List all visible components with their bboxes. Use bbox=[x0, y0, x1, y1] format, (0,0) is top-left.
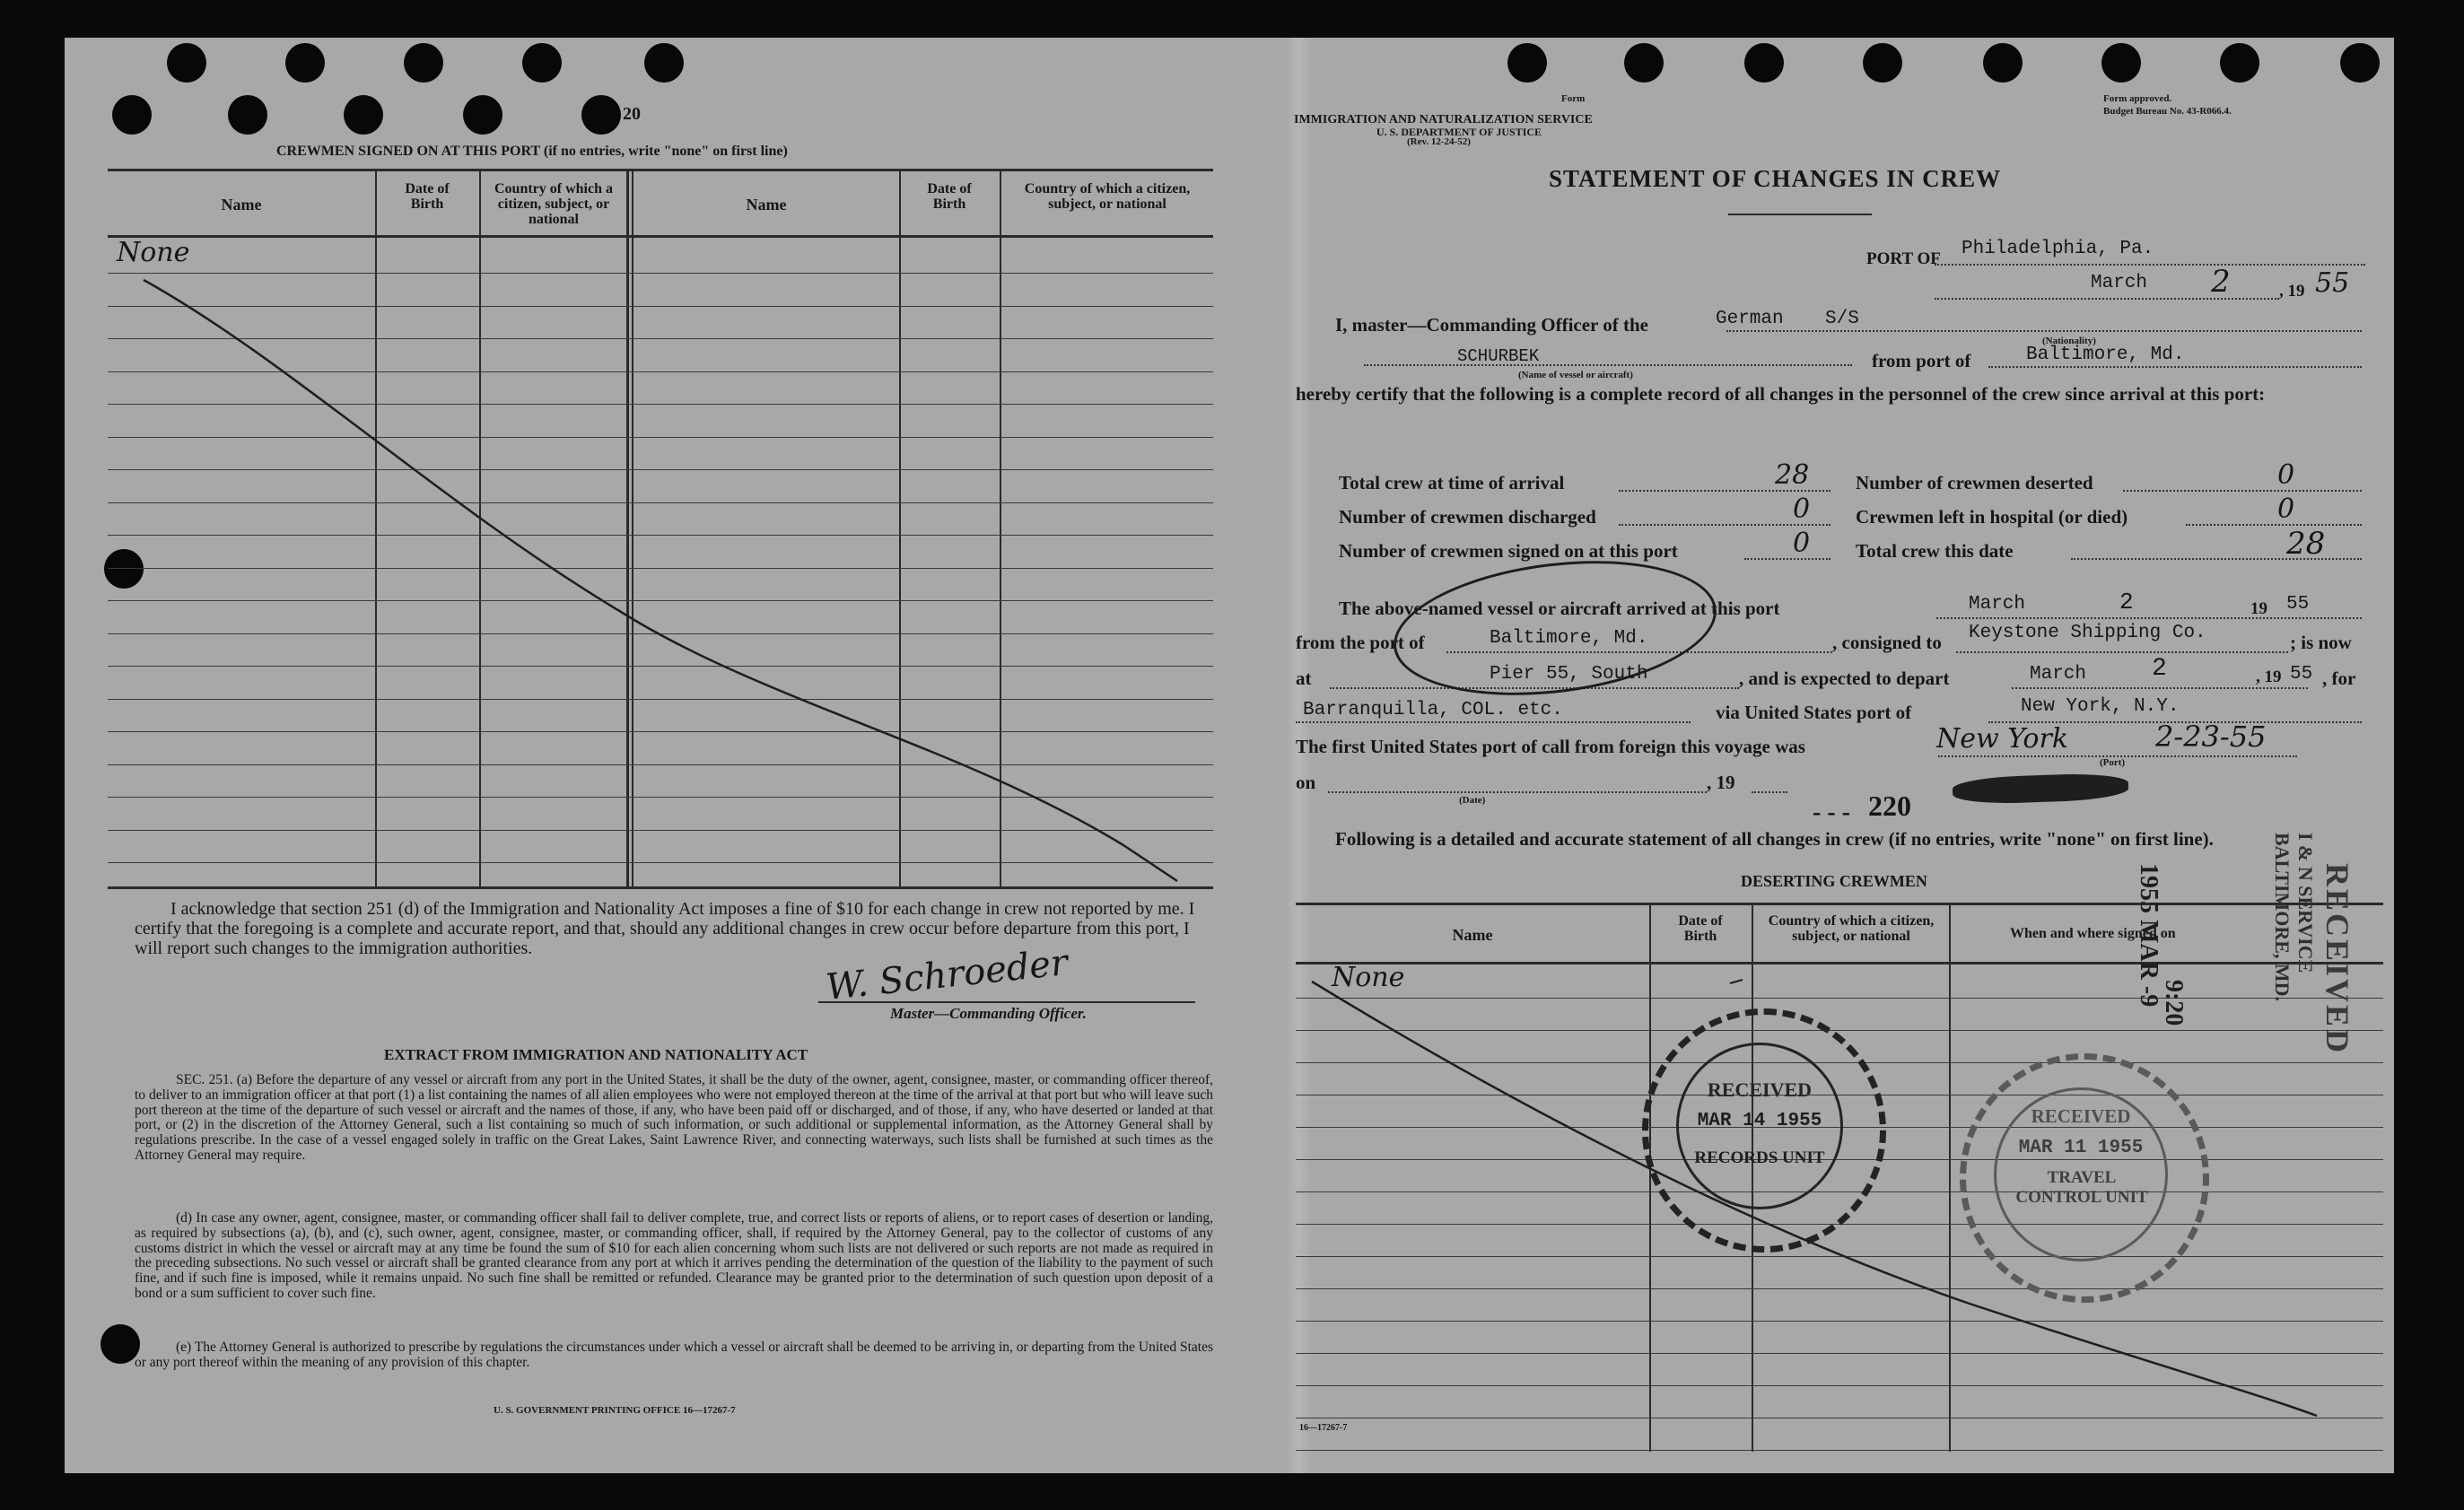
records-received: RECEIVED bbox=[1707, 1078, 1813, 1101]
hospital-value[interactable]: 0 bbox=[2277, 493, 2295, 525]
port-of-label: PORT OF bbox=[1866, 249, 1941, 268]
col-header-country: Country of which a citizen, subject, or national bbox=[1768, 913, 1935, 944]
consigned-label: , consigned to bbox=[1832, 632, 1942, 653]
date-month[interactable]: March bbox=[2091, 273, 2148, 293]
col-header-country: Country of which a citizen, subject, or national bbox=[494, 181, 613, 227]
form-revision: (Rev. 12-24-52) bbox=[1407, 136, 1471, 147]
master-label: I, master—Commanding Officer of the bbox=[1335, 314, 1648, 336]
printing-office-footer: U. S. GOVERNMENT PRINTING OFFICE 16—17267-7 bbox=[494, 1405, 736, 1416]
col-header-name: Name bbox=[221, 196, 262, 214]
signed-on-value[interactable]: 0 bbox=[1793, 528, 1811, 559]
discharged-value[interactable]: 0 bbox=[1793, 493, 1811, 525]
form-label: Form bbox=[1561, 93, 1586, 104]
date-year-prefix: , 19 bbox=[2279, 282, 2305, 301]
date-year[interactable]: 55 bbox=[2315, 267, 2350, 299]
signature-caption: Master—Commanding Officer. bbox=[890, 1005, 1087, 1022]
first-port-date[interactable]: 2-23-55 bbox=[2155, 720, 2267, 754]
on-year-prefix: , 19 bbox=[1707, 772, 1735, 793]
travel-received: RECEIVED bbox=[2031, 1105, 2131, 1127]
received-vertical-office: I & N SERVICE BALTIMORE, MD. bbox=[2271, 833, 2317, 1002]
certify-paragraph: hereby certify that the following is a complete record of all changes in the personnel of the crew since arrival at this port: bbox=[1296, 383, 2266, 405]
depart-year[interactable]: 55 bbox=[2290, 664, 2313, 685]
is-now-label: ; is now bbox=[2290, 632, 2352, 653]
col-header-dob: Date of Birth bbox=[405, 181, 450, 212]
col-header-name: Name bbox=[1452, 926, 1493, 944]
for-label: , for bbox=[2322, 668, 2356, 689]
port-caption: (Port) bbox=[2100, 757, 2126, 768]
vessel-nationality[interactable]: German bbox=[1716, 309, 1784, 329]
from-the-port-label: from the port of bbox=[1296, 632, 1425, 653]
extract-paragraph-d: (d) In case any owner, agent, consignee, master, or commanding officer shall fail to deliver complete, true, and correct lists or reports of aliens, or to report cases of desertion or landing, as required by subsections (a), (b), and (c), such owner, agent, consignee, master, or commanding officer, shall, if required by the Attorney General, pay to the collector of customs of any customs district in which the vessel or aircraft may at any time be found the sum of $10 for each alien concerning whom such lists are not delivered or such reports are not made as required in the preceding subsections. No such vessel or aircraft shall be granted clearance from any port at which it arrives pending the determination of the question of the liability to the payment of such fine, and if such fine is imposed, while it remains unpaid. No such fine shall be remitted or refunded. Clearance may be granted prior to the determination of such question upon deposit of a bond or a sum sufficient to cover such fine. bbox=[135, 1210, 1213, 1301]
page-title: STATEMENT OF CHANGES IN CREW bbox=[1549, 165, 2002, 192]
deserting-title: DESERTING CREWMEN bbox=[1741, 872, 1927, 890]
form-approved: Form approved. bbox=[2103, 93, 2172, 104]
code-number: 220 bbox=[1868, 790, 1911, 822]
depart-month[interactable]: March bbox=[2030, 664, 2087, 685]
arrival-day[interactable]: 2 bbox=[2119, 589, 2134, 615]
received-vertical-date: 1955 MAR -9 bbox=[2135, 863, 2163, 1008]
received-vertical-label: RECEIVED bbox=[2320, 863, 2355, 1056]
travel-date: MAR 11 1955 bbox=[2018, 1138, 2144, 1158]
extract-title: EXTRACT FROM IMMIGRATION AND NATIONALITY ACT bbox=[384, 1046, 808, 1063]
signed-on-label: Number of crewmen signed on at this port bbox=[1339, 540, 1678, 562]
arrival-year[interactable]: 55 bbox=[2286, 594, 2310, 615]
vessel-caption: (Name of vessel or aircraft) bbox=[1518, 370, 1633, 380]
col-header-dob: Date of Birth bbox=[1678, 913, 1723, 944]
hospital-label: Crewmen left in hospital (or died) bbox=[1856, 506, 2128, 528]
records-date: MAR 14 1955 bbox=[1697, 1111, 1822, 1131]
department-name: U. S. DEPARTMENT OF JUSTICE bbox=[1376, 126, 1542, 138]
col-header-dob: Date of Birth bbox=[927, 181, 972, 212]
form-code: 20 bbox=[623, 104, 641, 124]
master-signature[interactable]: W. Schroeder bbox=[824, 941, 1070, 1009]
port-of-value[interactable]: Philadelphia, Pa. bbox=[1962, 239, 2154, 259]
from-the-port-value[interactable]: Baltimore, Md. bbox=[1490, 628, 1648, 649]
extract-paragraph-a: SEC. 251. (a) Before the departure of any vessel or aircraft from any port in the United States, it shall be the duty of the owner, agent, consignee, master, or commanding officer thereof, to deliver to an immigration officer at that port (1) a list containing the names of all alien employees who were not employed thereon at the time of the arrival at that port but who will leave such port thereon at the time of the departure of such vessel or aircraft and the names of those, if any, who have been paid off or discharged, and of those, if any, who have deserted or landed at that port, or (2) in the discretion of the Attorney General, such a list containing so much of such information, or such additional or supplemental information, as the Attorney General shall by regulations prescribe. In the case of a vessel engaged solely in traffic on the Great Lakes, Saint Lawrence River, and connecting waterways, such lists shall be furnished at such times as the Attorney General may require. bbox=[135, 1072, 1213, 1163]
from-port-label: from port of bbox=[1872, 350, 1971, 371]
following-paragraph: Following is a detailed and accurate statement of all changes in crew (if no entries, write "none" on first line). bbox=[1335, 828, 2214, 850]
col-header-signed-on: When and where signed on bbox=[2010, 926, 2176, 941]
depart-label: , and is expected to depart bbox=[1739, 668, 1950, 689]
travel-unit-label: TRAVEL CONTROL UNIT bbox=[2015, 1168, 2148, 1207]
total-today-label: Total crew this date bbox=[1856, 540, 2014, 562]
total-crew-arrival-label: Total crew at time of arrival bbox=[1339, 472, 1565, 493]
deserted-value[interactable]: 0 bbox=[2277, 459, 2295, 491]
extract-paragraph-e: (e) The Attorney General is authorized to prescribe by regulations the circumstances under which a vessel or aircraft shall be deemed to be arriving in, or departing from the United States or any port thereof within the meaning of any provision of this chapter. bbox=[135, 1340, 1213, 1370]
consignee-value[interactable]: Keystone Shipping Co. bbox=[1969, 623, 2206, 643]
acknowledgement-paragraph: I acknowledge that section 251 (d) of the Immigration and Nationality Act imposes a fine of $10 for each change in crew not reported by me. I certify that the foregoing is a complete and accurate report, and that, should any additional changes in crew occur before departure from this port, I will report such changes to the immigration authorities. bbox=[135, 899, 1195, 958]
depart-year-prefix: , 19 bbox=[2256, 668, 2282, 686]
col-header-country: Country of which a citizen, subject, or national bbox=[1024, 181, 1191, 212]
on-label: on bbox=[1296, 772, 1316, 793]
code-dashes: - - - bbox=[1813, 799, 1850, 826]
arrival-month[interactable]: March bbox=[1969, 594, 2026, 615]
depart-day[interactable]: 2 bbox=[2152, 655, 2167, 683]
total-today-value[interactable]: 28 bbox=[2286, 526, 2326, 562]
at-label: at bbox=[1296, 668, 1312, 689]
via-label: via United States port of bbox=[1716, 702, 1912, 723]
handwritten-none-entry: None bbox=[117, 237, 190, 268]
arrived-label: The above-named vessel or aircraft arrived at this port bbox=[1339, 598, 1780, 619]
strike-lines bbox=[65, 38, 2394, 1473]
budget-bureau-number: Budget Bureau No. 43-R066.4. bbox=[2103, 106, 2232, 117]
document-sheet bbox=[65, 38, 2394, 1473]
col-header-name: Name bbox=[746, 196, 787, 214]
form-number-footer: 16—17267-7 bbox=[1299, 1423, 1348, 1433]
handwritten-none-entry: None bbox=[1332, 962, 1405, 993]
destination-value[interactable]: Barranquilla, COL. etc. bbox=[1303, 700, 1563, 720]
discharged-label: Number of crewmen discharged bbox=[1339, 506, 1596, 528]
records-unit-label: RECORDS UNIT bbox=[1694, 1148, 1825, 1167]
nationality-caption: (Nationality) bbox=[2042, 336, 2096, 346]
vessel-type[interactable]: S/S bbox=[1825, 309, 1859, 329]
pier-value[interactable]: Pier 55, South bbox=[1490, 664, 1648, 685]
date-day[interactable]: 2 bbox=[2211, 264, 2231, 300]
vessel-name[interactable]: SCHURBEK bbox=[1457, 346, 1540, 366]
agency-name: IMMIGRATION AND NATURALIZATION SERVICE bbox=[1294, 113, 1593, 127]
received-vertical-time: 9:20 bbox=[2160, 980, 2188, 1026]
date-caption: (Date) bbox=[1459, 795, 1486, 806]
deserted-label: Number of crewmen deserted bbox=[1856, 472, 2093, 493]
from-port-value[interactable]: Baltimore, Md. bbox=[2026, 345, 2185, 365]
total-crew-arrival-value[interactable]: 28 bbox=[1775, 459, 1810, 491]
via-port-value[interactable]: New York, N.Y. bbox=[2021, 696, 2180, 717]
first-port-value[interactable]: New York bbox=[1936, 723, 2068, 755]
crew-signed-on-title: CREWMEN SIGNED ON AT THIS PORT (if no entries, write "none" on first line) bbox=[276, 144, 788, 159]
first-port-label: The first United States port of call from foreign this voyage was bbox=[1296, 736, 1805, 757]
arrival-year-prefix: 19 bbox=[2250, 599, 2267, 618]
